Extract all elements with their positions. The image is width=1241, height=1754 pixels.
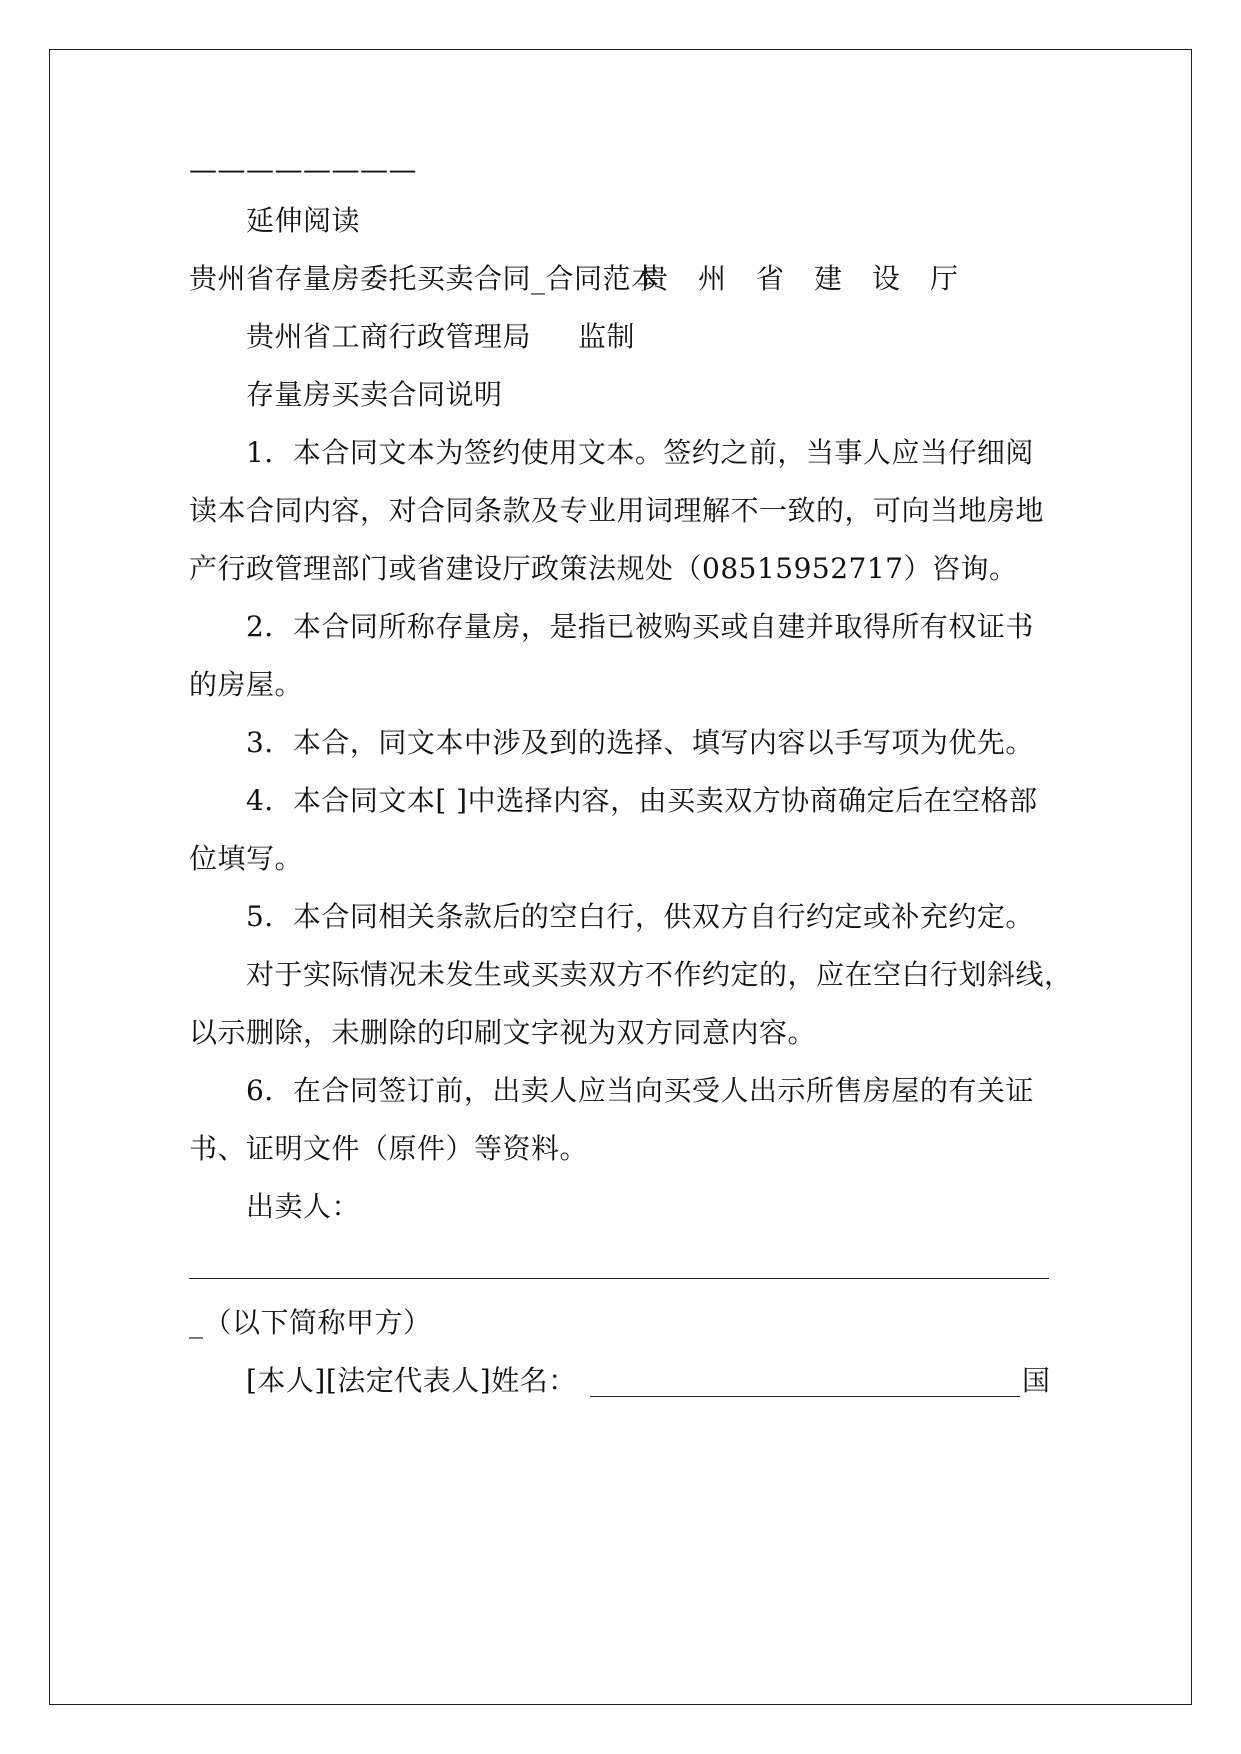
name-field-suffix: 国 <box>1022 1364 1051 1397</box>
party-a-note: _（以下简称甲方） <box>189 1306 432 1339</box>
issuer-construction-dept: 贵州省建设厅 <box>640 262 989 295</box>
paragraph-line: 2．本合同所称存量房，是指已被购买或自建并取得所有权证书 <box>246 610 1034 643</box>
seller-name-blank <box>189 1278 1049 1279</box>
paragraph-line: 书、证明文件（原件）等资料。 <box>189 1132 589 1165</box>
name-field-label: [本人][法定代表人]姓名： <box>246 1364 577 1397</box>
paragraph-line: 对于实际情况未发生或买卖双方不作约定的，应在空白行划斜线， <box>246 958 1073 991</box>
heading-extended-reading: 延伸阅读 <box>246 204 361 237</box>
paragraph-line: 的房屋。 <box>189 668 304 701</box>
paragraph-line: 5．本合同相关条款后的空白行，供双方自行约定或补充约定。 <box>246 900 1034 933</box>
name-field-blank <box>590 1396 1020 1397</box>
paragraph-line: 产行政管理部门或省建设厅政策法规处（08515952717）咨询。 <box>189 552 1018 585</box>
section-title: 存量房买卖合同说明 <box>246 378 503 411</box>
paragraph-line: 3．本合，同文本中涉及到的选择、填写内容以手写项为优先。 <box>246 726 1034 759</box>
issuer-commerce-bureau: 贵州省工商行政管理局 <box>246 320 532 353</box>
document-title: 贵州省存量房委托买卖合同_合同范本 <box>189 262 660 295</box>
page-border <box>49 49 1192 1705</box>
paragraph-line: 位填写。 <box>189 842 304 875</box>
paragraph-line: 读本合同内容，对合同条款及专业用词理解不一致的，可向当地房地 <box>189 494 1045 527</box>
paragraph-line: 1．本合同文本为签约使用文本。签约之前，当事人应当仔细阅 <box>246 436 1034 469</box>
paragraph-line: 以示删除，未删除的印刷文字视为双方同意内容。 <box>189 1016 817 1049</box>
seller-label: 出卖人： <box>246 1190 361 1223</box>
top-rule: ———————— <box>189 153 417 186</box>
paragraph-line: 6．在合同签订前，出卖人应当向买受人出示所售房屋的有关证 <box>246 1074 1034 1107</box>
issuer-role: 监制 <box>578 320 636 353</box>
paragraph-line: 4．本合同文本[ ]中选择内容，由买卖双方协商确定后在空格部 <box>246 784 1038 817</box>
